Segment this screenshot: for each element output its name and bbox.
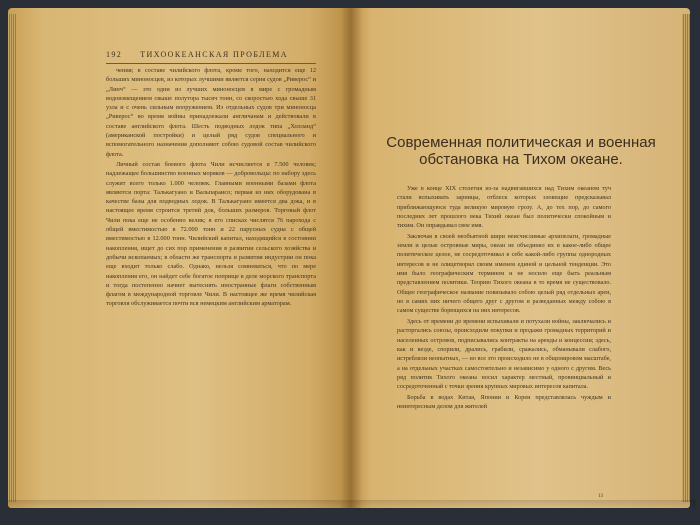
- left-paragraph-2: Личный состав боевого флота Чили исчисляется в 7.500 человек; надлежащее большинство военных моряков — добровольцы: по набору здесь служит всего только 1.000 человек. Главными военными базами флота являются порта: Талькагуано и Вальпараисо; первая из них оборудована в качестве базы для подводных лодок. В Талькагуано имеется два дока, и в настоящее время строится третий док, больших размеров. Торговый флот Чили пока еще не особенно велик; в его списках числятся 76 парохода с общей вместимостью в 72.000 тонн и 22 парусных судна с общей вместимостью в 12.000 тонн. Чилийский капитал, находящийся в состоянии накопления, ищет до сих пор применения в развитии сельского хозяйства и добычи ископаемых; в области же транспорта и развития индустрии он пока еще входит только слабо. Однако, нельзя сомневаться, что по мере накопления его, он найдет себе богатое поприще в деле морского транспорта и тогда постепенно начнет вытеснять иностранные флаги собственным флагом в международной торговле Чили. В настоящее же время чилийская торговля обслуживается почти вся немецким английским арматорам.: [106, 160, 316, 308]
- right-paragraph-4: Борьба в водах Китая, Японии и Кореи представлялась чуждым и неинтересным делом для жителей: [397, 393, 611, 410]
- right-paragraph-2: Заключая в своей необъятной шири неисчислимые архипелаги, громадные земли и целые островные миры, океан не объединял их в какое-либо общее политическое целое, не сосредоточивал в себе какой-либо группы однородных интересов и не олицетворял своим именем единой и цельной тенденции. Это имя было географическим термином и не носило еще быть реальным представлением политики. Теорию Тихого океана в то время не существовало. Общее географическое название повязывало собою целый ряд отдельных арен, но в самих них ничего общего друг с другом и разведанных между собою в самом существе борющихся на них интересов.: [397, 232, 611, 315]
- left-paragraph-1: чения; в составе чилийского флота, кроме того, находится еще 12 больших миноносцев, из которых лучшими является серия судов „Риверос“ и „Линч“ — это одни из лучших миноносцев в мире с громадным водоизмещением свыше полутора тысяч тонн, со скоростью хода свыше 31 узла и с очень сильным вооружением. Из отдельных судов три миноносца „Риверос“ во время войны принадлежали англичанам и действовали в составе английского флота. Шесть подводных лодок типа „Холланд“ (американской постройки) и целый ряд судов специального и вспомогательного назначения дополняют собою судовой состав чилийского флота.: [106, 67, 316, 158]
- right-paragraph-3: Здесь от времени до времени вспыхивали и потухали войны, заключались и расторгались союзы, происходили покупки и продажи громадных территорий и населенных островов, подписывались контракты на аренды и концессии; здесь, как и везде, спорили, дрались, грабили, сражались, обманывали слабого, истребляли неопытных, — но все это происходило не в общемировом масштабе, а на отдельных участках самостоятельно и независимо у одного с другим. Весь ряд политик Тихого океана носил характер местный, провинциальный и сосредоточенный с точки зрения крупных мировых интересов капитала.: [397, 317, 611, 391]
- right-page-body: [397, 184, 611, 412]
- running-head: ТИХООКЕАНСКАЯ ПРОБЛЕМА: [140, 50, 288, 59]
- page-number: 192: [106, 50, 123, 59]
- header-rule: [106, 63, 316, 64]
- left-page-body: [106, 66, 316, 310]
- right-paragraph-1: Уже в конце XIX столетия из-за надвигавшихся над Тихим океаном туч стали вспыхивать зарницы, отблеск которых зловещие предсказывал приближающуюся туда великую мировую грозу. А, до тех пор, до самого последних лет прошлого века Тихий океан был политически спокойным и тихим. Он оправдывал свое имя.: [397, 185, 611, 230]
- chapter-title-line-1: Современная политическая и военная: [386, 134, 656, 151]
- left-page-header: [106, 50, 316, 59]
- bottom-shadow: [8, 500, 696, 510]
- open-book: [8, 8, 696, 513]
- chapter-title: [362, 134, 680, 168]
- right-page-edge: [682, 14, 690, 502]
- book-gutter: [340, 8, 362, 508]
- left-page-edge: [8, 14, 16, 502]
- chapter-title-line-2: обстановка на Тихом океане.: [419, 151, 623, 168]
- signature-mark: 13: [598, 494, 603, 499]
